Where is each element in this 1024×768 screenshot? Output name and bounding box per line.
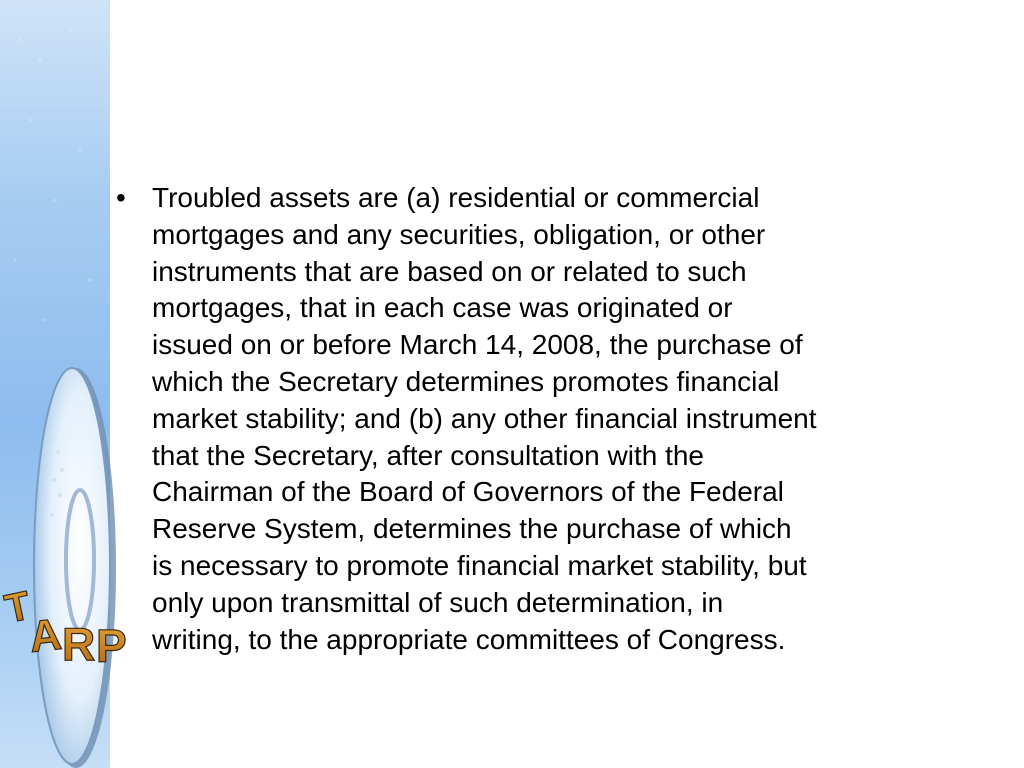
text-line: Troubled assets are (a) residential or commercial <box>152 182 760 213</box>
text-line: writing, to the appropriate committees of Congress. <box>152 623 786 655</box>
svg-text:R: R <box>62 618 96 670</box>
text-line: only upon transmittal of such determination, in <box>152 586 724 618</box>
bullet-text <box>152 180 972 658</box>
tarp-disc-logo <box>0 0 127 768</box>
side-decoration-band <box>0 0 127 768</box>
svg-text:P: P <box>96 620 127 672</box>
svg-text:A: A <box>27 609 64 662</box>
text-line: market stability; and (b) any other financial instrument <box>152 402 817 434</box>
text-line: mortgages and any securities, obligation, or other <box>152 218 766 250</box>
text-line: is necessary to promote financial market stability, but <box>152 549 807 581</box>
text-line: mortgages, that in each case was originated or <box>152 292 733 324</box>
text-line: Reserve System, determines the purchase of which <box>152 513 792 545</box>
bullet-dot: • <box>116 182 126 213</box>
text-line: issued on or before March 14, 2008, the purchase of <box>152 329 803 361</box>
text-line: Chairman of the Board of Governors of the Federal <box>152 476 784 508</box>
text-line: that the Secretary, after consultation with the <box>152 439 705 471</box>
bullet-list <box>116 180 976 658</box>
svg-text:T: T <box>1 583 35 632</box>
text-line: which the Secretary determines promotes financial <box>152 365 780 397</box>
bullet-item-troubled-assets <box>116 180 976 658</box>
text-line: instruments that are based on or related to such <box>152 255 747 287</box>
